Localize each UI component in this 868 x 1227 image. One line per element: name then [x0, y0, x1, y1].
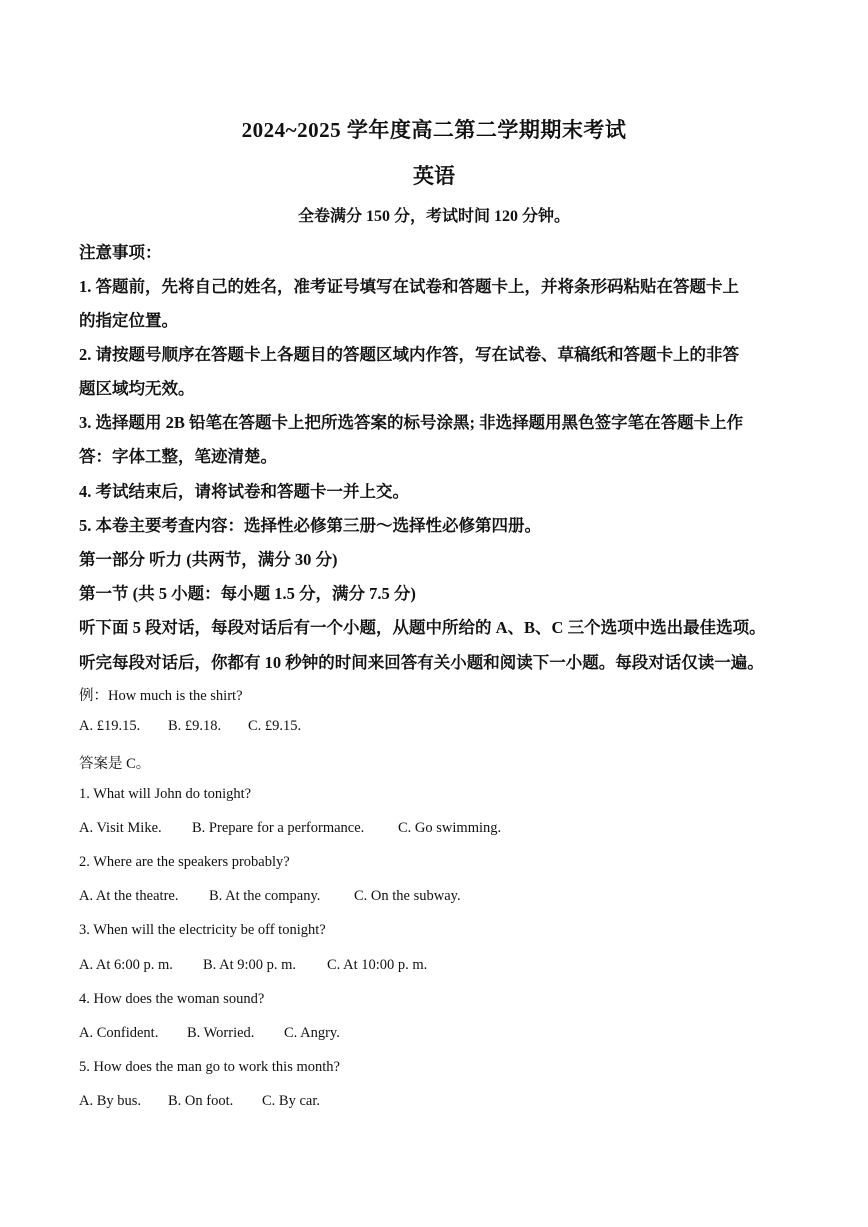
part1-heading: 第一部分 听力 (共两节，满分 30 分) [79, 550, 338, 569]
question-2: 2. Where are the speakers probably? [79, 854, 290, 870]
q3-option-a: A. At 6:00 p. m. [79, 957, 173, 973]
note-1-line-2: 的指定位置。 [79, 311, 178, 330]
question-5: 5. How does the man go to work this month? [79, 1059, 340, 1075]
question-1-options [79, 820, 794, 837]
example-question: 例：How much is the shirt? [79, 688, 243, 704]
example-options [79, 718, 794, 735]
note-2-line-2: 题区域均无效。 [79, 379, 195, 398]
question-4-options [79, 1025, 794, 1042]
q1-option-b: B. Prepare for a performance. [192, 820, 365, 836]
q4-option-c: C. Angry. [284, 1025, 340, 1041]
instruction-line-2: 听完每段对话后，你都有 10 秒钟的时间来回答有关小题和阅读下一小题。每段对话仅读一遍。 [79, 653, 764, 672]
question-2-options [79, 888, 794, 905]
exam-title: 2024~2025 学年度高二第二学期期末考试 [241, 118, 627, 142]
subject-title: 英语 [413, 164, 455, 188]
note-4: 4. 考试结束后，请将试卷和答题卡一并上交。 [79, 482, 409, 501]
note-3-line-2: 答：字体工整，笔迹清楚。 [79, 447, 277, 466]
question-1: 1. What will John do tonight? [79, 786, 252, 802]
question-3-options [79, 957, 794, 974]
q4-option-a: A. Confident. [79, 1025, 159, 1041]
section1-heading: 第一节 (共 5 小题：每小题 1.5 分，满分 7.5 分) [79, 584, 416, 603]
exam-meta: 全卷满分 150 分，考试时间 120 分钟。 [297, 208, 570, 225]
q5-option-a: A. By bus. [79, 1093, 142, 1109]
note-5: 5. 本卷主要考查内容：选择性必修第三册～选择性必修第四册。 [79, 516, 541, 535]
example-option-c: C. £9.15. [248, 718, 302, 734]
q2-option-a: A. At the theatre. [79, 888, 179, 904]
q5-option-c: C. By car. [262, 1093, 320, 1109]
note-2-line-1: 2. 请按题号顺序在答题卡上各题目的答题区域内作答，写在试卷、草稿纸和答题卡上的非答 [79, 345, 739, 364]
q5-option-b: B. On foot. [168, 1093, 234, 1109]
q4-option-b: B. Worried. [187, 1025, 255, 1041]
example-answer: 答案是 C。 [79, 756, 151, 772]
example-option-a: A. £19.15. [79, 718, 141, 734]
note-1-line-1: 1. 答题前，先将自己的姓名，准考证号填写在试卷和答题卡上，并将条形码粘贴在答题卡上 [79, 277, 739, 296]
q3-option-c: C. At 10:00 p. m. [327, 957, 428, 973]
q2-option-b: B. At the company. [209, 888, 321, 904]
note-3-line-1: 3. 选择题用 2B 铅笔在答题卡上把所选答案的标号涂黑; 非选择题用黑色签字笔在答题卡上作 [79, 413, 744, 432]
example-option-b: B. £9.18. [168, 718, 222, 734]
q1-option-c: C. Go swimming. [398, 820, 502, 836]
q2-option-c: C. On the subway. [354, 888, 461, 904]
question-4: 4. How does the woman sound? [79, 991, 265, 1007]
notes-heading: 注意事项： [79, 243, 162, 262]
q1-option-a: A. Visit Mike. [79, 820, 162, 836]
question-3: 3. When will the electricity be off tonight? [79, 922, 326, 938]
instruction-line-1: 听下面 5 段对话，每段对话后有一个小题，从题中所给的 A、B、C 三个选项中选出最佳选项。 [79, 618, 766, 637]
question-5-options [79, 1093, 794, 1110]
q3-option-b: B. At 9:00 p. m. [203, 957, 297, 973]
